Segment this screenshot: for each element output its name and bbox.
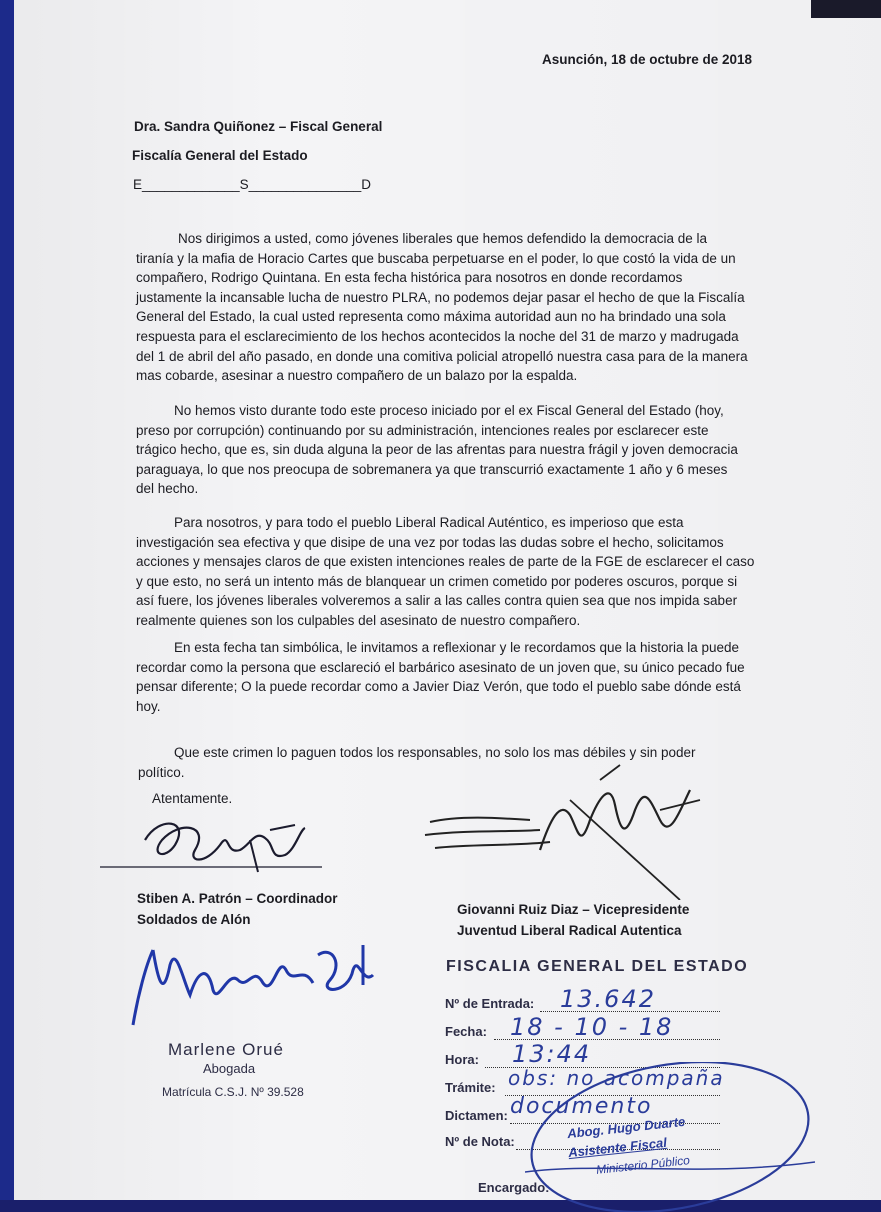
paragraph-line: tiranía y la mafia de Horacio Cartes que buscaba perpetuarse en el poder, lo que costó la vida de un <box>136 250 736 266</box>
paragraph-1 <box>136 229 748 386</box>
signature-left-scribble <box>100 800 330 885</box>
signatory-left-name: Stiben A. Patrón – Coordinador <box>137 891 338 906</box>
stamp-field-label: Hora: <box>445 1052 479 1067</box>
paragraph-line: así fuere, los jóvenes liberales volveremos a salir a las calles contra quien sea que nos impida saber <box>136 593 738 609</box>
stamp-field-value: 13:44 <box>512 1040 592 1068</box>
signatory-left-org: Soldados de Alón <box>137 912 251 927</box>
paragraph-line: y que esto, no será un intento más de blanquear un crimen cometido por poderes oscuros, porque si <box>136 573 738 589</box>
recipient-name: Dra. Sandra Quiñonez – Fiscal General <box>134 119 383 134</box>
paragraph-line: compañero, Rodrigo Quintana. En esta fecha histórica para nosotros en donde recordamos <box>136 270 683 286</box>
lawyer-stamp-title: Abogada <box>203 1061 256 1076</box>
paragraph-line: realmente quienes son los culpables del asesinato de nuestro compañero. <box>136 612 581 628</box>
stamp-field-value: 18 - 10 - 18 <box>510 1013 674 1041</box>
paragraph-line: del 1 de abril del año pasado, en donde una comitiva policial atropelló nuestra casa para de la manera <box>136 348 748 364</box>
paragraph-line: No hemos visto durante todo este proceso iniciado por el ex Fiscal General del Estado (hoy, <box>174 403 724 418</box>
paragraph-line: paraguaya, lo que nos preocupa de sobremanera ya que transcurrió exactamente 1 año y 6 meses <box>136 461 728 477</box>
assistant-stamp-office: Ministerio Público <box>595 1153 691 1177</box>
paragraph-3 <box>136 513 755 631</box>
date-line: Asunción, 18 de octubre de 2018 <box>542 52 753 67</box>
recipient-esd: E_____________S_______________D <box>133 177 371 192</box>
paragraph-line: del hecho. <box>136 481 199 497</box>
paragraph-4 <box>136 638 748 716</box>
paragraph-line: Nos dirigimos a usted, como jóvenes liberales que hemos defendido la democracia de la <box>178 231 708 246</box>
paragraph-line: pensar diferente; O la puede recordar como a Javier Diaz Verón, que todo el pueblo sabe dónde está <box>136 679 741 695</box>
paragraph-line: preso por corrupción) continuando por su administración, intenciones reales por esclarecer este <box>136 422 709 438</box>
recipient-office: Fiscalía General del Estado <box>132 148 308 163</box>
stamp-field-value: obs: no acompaña <box>508 1066 725 1090</box>
photo-edge-top-right <box>811 0 881 18</box>
paragraph-line: hoy. <box>136 698 161 714</box>
paragraph-line: acciones y mensajes claros de que existen intenciones reales de parte de la FGE de esclarecer el caso <box>136 554 755 570</box>
stamp-field-label: Encargado: <box>478 1180 550 1195</box>
signature-right-scribble <box>420 760 740 900</box>
stamp-field-label: Nº de Entrada: <box>445 996 535 1011</box>
paragraph-line: Que este crimen lo paguen todos los responsables, no solo los mas débiles y sin poder <box>174 745 696 760</box>
paragraph-line: respuesta para el esclarecimiento de los hechos acontecidos la noche del 31 de marzo y madrugada <box>136 328 739 344</box>
lawyer-stamp-registration: Matrícula C.S.J. Nº 39.528 <box>162 1085 304 1099</box>
stamp-field-value: 13.642 <box>560 985 656 1013</box>
paragraph-line: político. <box>138 764 185 780</box>
paragraph-line: General del Estado, la cual usted representa como máxima autoridad aun no ha brindado una sola <box>136 309 726 325</box>
stamp-field-value: documento <box>510 1094 653 1119</box>
paragraph-line: En esta fecha tan simbólica, le invitamos a reflexionar y le recordamos que la historia la puede <box>174 640 740 655</box>
paragraph-line: mas cobarde, asesinar a nuestro compañero de un balazo por la espalda. <box>136 368 578 384</box>
paragraph-line: justamente la incansable lucha de nuestro PLRA, no podemos dejar pasar el hecho de que la Fiscalía <box>136 289 745 305</box>
reception-stamp-header: FISCALIA GENERAL DEL ESTADO <box>446 958 749 975</box>
stamp-field-label: Dictamen: <box>445 1108 508 1123</box>
lawyer-stamp-name: Marlene Orué <box>168 1040 284 1059</box>
signature-lawyer-scribble <box>118 925 388 1040</box>
stamp-field-label: Fecha: <box>445 1024 487 1039</box>
paragraph-line: Para nosotros, y para todo el pueblo Liberal Radical Auténtico, es imperioso que esta <box>174 515 684 530</box>
signatory-right-name: Giovanni Ruiz Diaz – Vicepresidente <box>457 902 690 917</box>
stamp-field-label: Trámite: <box>445 1080 496 1095</box>
paragraph-line: investigación sea efectiva y que disipe de una vez por todas las dudas sobre el hecho, solicitamos <box>136 534 724 550</box>
paragraph-2 <box>136 401 748 499</box>
paragraph-line: trágico hecho, que es, sin duda alguna la peor de las afrentas para nuestra frágil y joven democracia <box>136 442 738 458</box>
closing: Atentamente. <box>152 791 233 806</box>
paragraph-line: recordar como la persona que esclareció el barbárico asesinato de un joven que, su único pecado fue <box>136 659 745 675</box>
signatory-right-org: Juventud Liberal Radical Autentica <box>457 923 682 938</box>
stamp-field-label: Nº de Nota: <box>445 1134 515 1149</box>
assistant-stamp-name: Abog. Hugo Duarte <box>566 1113 686 1142</box>
assistant-stamp-title: Asistente Fiscal <box>567 1134 668 1161</box>
